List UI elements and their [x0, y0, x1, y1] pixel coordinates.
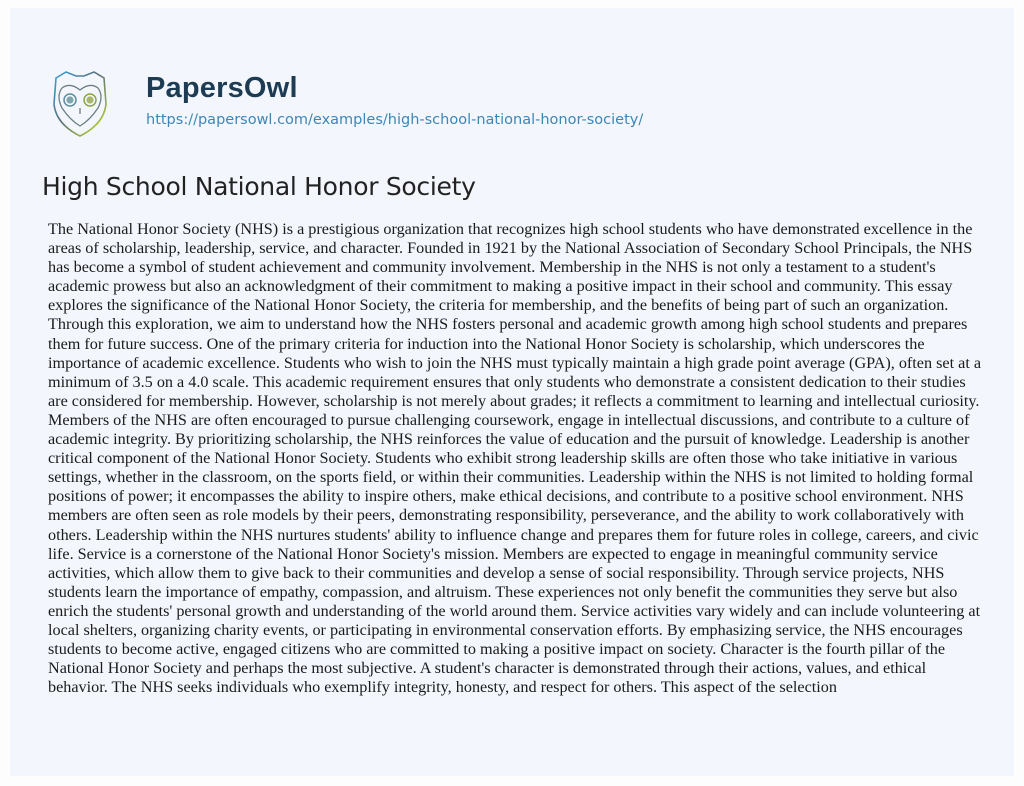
owl-logo-icon: [48, 68, 112, 140]
brand-name: PapersOwl: [146, 72, 298, 104]
source-url-link[interactable]: https://papersowl.com/examples/high-school-national-honor-society/: [146, 112, 644, 128]
essay-body: The National Honor Society (NHS) is a prestigious organization that recognizes high school students who have demonstrated excellence in the areas of scholarship, leadership, service, and character. Founded in 1921 by the National Association of Secondary School Principals, the NHS has become a symbol of student achievement and community involvement. Membership in the NHS is not only a testament to a student's academic prowess but also an acknowledgment of their commitment to making a positive impact in their school and community. This essay explores the significance of the National Honor Society, the criteria for membership, and the benefits of being part of such an organization. Through this exploration, we aim to understand how the NHS fosters personal and academic growth among high school students and prepares them for future success. One of the primary criteria for induction into the National Honor Society is scholarship, which underscores the importance of academic excellence. Students who wish to join the NHS must typically maintain a high grade point average (GPA), often set at a minimum of 3.5 on a 4.0 scale. This academic requirement ensures that only students who demonstrate a consistent dedication to their studies are considered for membership. However, scholarship is not merely about grades; it reflects a commitment to learning and intellectual curiosity. Members of the NHS are often encouraged to pursue challenging coursework, engage in intellectual discussions, and contribute to a culture of academic integrity. By prioritizing scholarship, the NHS reinforces the value of education and the pursuit of knowledge. Leadership is another critical component of the National Honor Society. Students who exhibit strong leadership skills are often those who take initiative in various settings, whether in the classroom, on the sports field, or within their communities. Leadership within the NHS is not limited to holding formal positions of power; it encompasses the ability to inspire others, make ethical decisions, and contribute to a positive school environment. NHS members are often seen as role models by their peers, demonstrating responsibility, perseverance, and the ability to work collaboratively with others. Leadership within the NHS nurtures students' ability to influence change and prepares them for future roles in college, careers, and civic life. Service is a cornerstone of the National Honor Society's mission. Members are expected to engage in meaningful community service activities, which allow them to give back to their communities and develop a sense of social responsibility. Through service projects, NHS students learn the importance of empathy, compassion, and altruism. These experiences not only benefit the communities they serve but also enrich the students' personal growth and understanding of the world around them. Service activities vary widely and can include volunteering at local shelters, organizing charity events, or participating in environmental conservation efforts. By emphasizing service, the NHS encourages students to become active, engaged citizens who are committed to making a positive impact on society. Character is the fourth pillar of the National Honor Society and perhaps the most subjective. A student's character is demonstrated through their actions, values, and ethical behavior. The NHS seeks individuals who exemplify integrity, honesty, and respect for others. This aspect of the selection: [48, 220, 982, 697]
page-title: High School National Honor Society: [42, 172, 476, 201]
brand-header: [48, 68, 643, 140]
brand-text: [146, 68, 643, 130]
